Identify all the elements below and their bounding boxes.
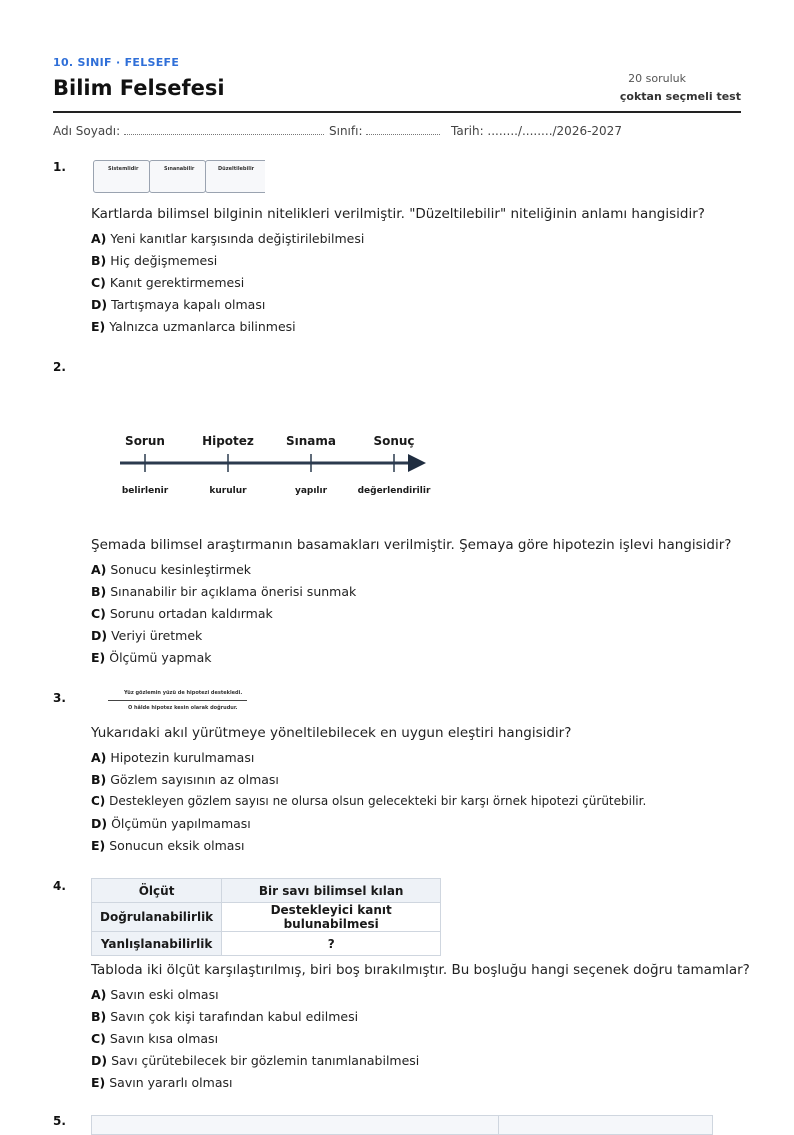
option-b[interactable]: B) Hiç değişmemesi — [91, 253, 218, 268]
table-cell: Doğrulanabilirlik — [92, 903, 222, 932]
property-card: Sistemlidir — [93, 160, 150, 193]
argument-premise: Yüz gözlemin yüzü de hipotezi destekledi. — [124, 690, 243, 696]
step-label: Sorun — [125, 434, 165, 448]
table-cell: Destekleyici kanıt bulunabilmesi — [222, 903, 441, 932]
question-stem: Tabloda iki ölçüt karşılaştırılmış, biri boş bırakılmıştır. Bu boşluğu hangi seçenek doğru tamamlar? — [91, 962, 750, 978]
question-number: 4. — [53, 879, 66, 893]
property-card: Sınanabilir — [149, 160, 206, 193]
step-caption: kurulur — [209, 486, 247, 496]
table-row — [92, 903, 441, 932]
step-label: Hipotez — [202, 434, 254, 448]
option-d[interactable]: D) Savı çürütebilecek bir gözlemin tanımlanabilmesi — [91, 1053, 420, 1068]
option-d[interactable]: D) Tartışmaya kapalı olması — [91, 297, 266, 312]
option-e[interactable]: E) Yalnızca uzmanlarca bilinmesi — [91, 319, 296, 334]
question-count: 20 soruluk — [628, 72, 686, 85]
option-a[interactable]: A) Savın eski olması — [91, 987, 219, 1002]
option-e[interactable]: E) Sonucun eksik olması — [91, 838, 245, 853]
next-question-table — [91, 1115, 713, 1135]
option-c[interactable]: C) Destekleyen gözlem sayısı ne olursa olsun gelecekteki bir karşı örnek hipotezi çürütebilir. — [91, 794, 647, 808]
table-row — [92, 932, 441, 956]
step-label: Sınama — [286, 434, 336, 448]
table-header: Bir savı bilimsel kılan — [222, 879, 441, 903]
date-field: Tarih: ......../......../2026-2027 — [451, 124, 622, 138]
class-blank — [366, 124, 440, 135]
option-d[interactable]: D) Ölçümün yapılmaması — [91, 816, 251, 831]
argument-divider — [108, 700, 247, 701]
question-number: 2. — [53, 360, 66, 374]
step-label: Sonuç — [373, 434, 415, 448]
option-a[interactable]: A) Sonucu kesinleştirmek — [91, 562, 252, 577]
option-c[interactable]: C) Kanıt gerektirmemesi — [91, 275, 245, 290]
question-stem: Kartlarda bilimsel bilginin nitelikleri verilmiştir. "Düzeltilebilir" niteliğinin anlamı hangisidir? — [91, 206, 705, 222]
option-b[interactable]: B) Savın çok kişi tarafından kabul edilmesi — [91, 1009, 359, 1024]
table-header-row — [92, 879, 441, 903]
table-divider — [498, 1115, 499, 1135]
class-field — [329, 124, 440, 138]
argument-conclusion: O hâlde hipotez kesin olarak doğrudur. — [128, 705, 238, 711]
research-steps-diagram — [110, 425, 450, 505]
step-caption: belirlenir — [121, 486, 169, 496]
question-stem: Yukarıdaki akıl yürütmeye yöneltilebilecek en uygun eleştiri hangisidir? — [91, 725, 572, 741]
class-label: Sınıfı: — [329, 124, 363, 138]
name-label: Adı Soyadı: — [53, 124, 121, 138]
option-a[interactable]: A) Yeni kanıtlar karşısında değiştirilebilmesi — [91, 231, 365, 246]
option-e[interactable]: E) Ölçümü yapmak — [91, 650, 212, 665]
option-b[interactable]: B) Sınanabilir bir açıklama önerisi sunmak — [91, 584, 357, 599]
test-type: çoktan seçmeli test — [619, 90, 741, 103]
arrow-head-icon — [408, 454, 426, 472]
step-caption: değerlendirilir — [357, 486, 431, 496]
question-number: 5. — [53, 1114, 66, 1128]
option-e[interactable]: E) Savın yararlı olması — [91, 1075, 233, 1090]
page-title: Bilim Felsefesi — [53, 76, 225, 100]
table-cell: Yanlışlanabilirlik — [92, 932, 222, 956]
header-divider — [53, 111, 741, 113]
question-stem: Şemada bilimsel araştırmanın basamakları verilmiştir. Şemaya göre hipotezin işlevi hangisidir? — [91, 537, 732, 553]
table-cell: ? — [222, 932, 441, 956]
option-b[interactable]: B) Gözlem sayısının az olması — [91, 772, 279, 787]
criteria-table — [91, 878, 441, 956]
subject-label: 10. SINIF · FELSEFE — [53, 56, 180, 69]
table-header: Ölçüt — [92, 879, 222, 903]
option-a[interactable]: A) Hipotezin kurulmaması — [91, 750, 255, 765]
option-c[interactable]: C) Sorunu ortadan kaldırmak — [91, 606, 273, 621]
option-d[interactable]: D) Veriyi üretmek — [91, 628, 203, 643]
option-c[interactable]: C) Savın kısa olması — [91, 1031, 219, 1046]
question-number: 3. — [53, 691, 66, 705]
step-caption: yapılır — [294, 486, 328, 496]
name-blank — [124, 124, 324, 135]
property-card: Düzeltilebilir — [205, 160, 265, 193]
name-field — [53, 124, 324, 138]
question-number: 1. — [53, 160, 66, 174]
